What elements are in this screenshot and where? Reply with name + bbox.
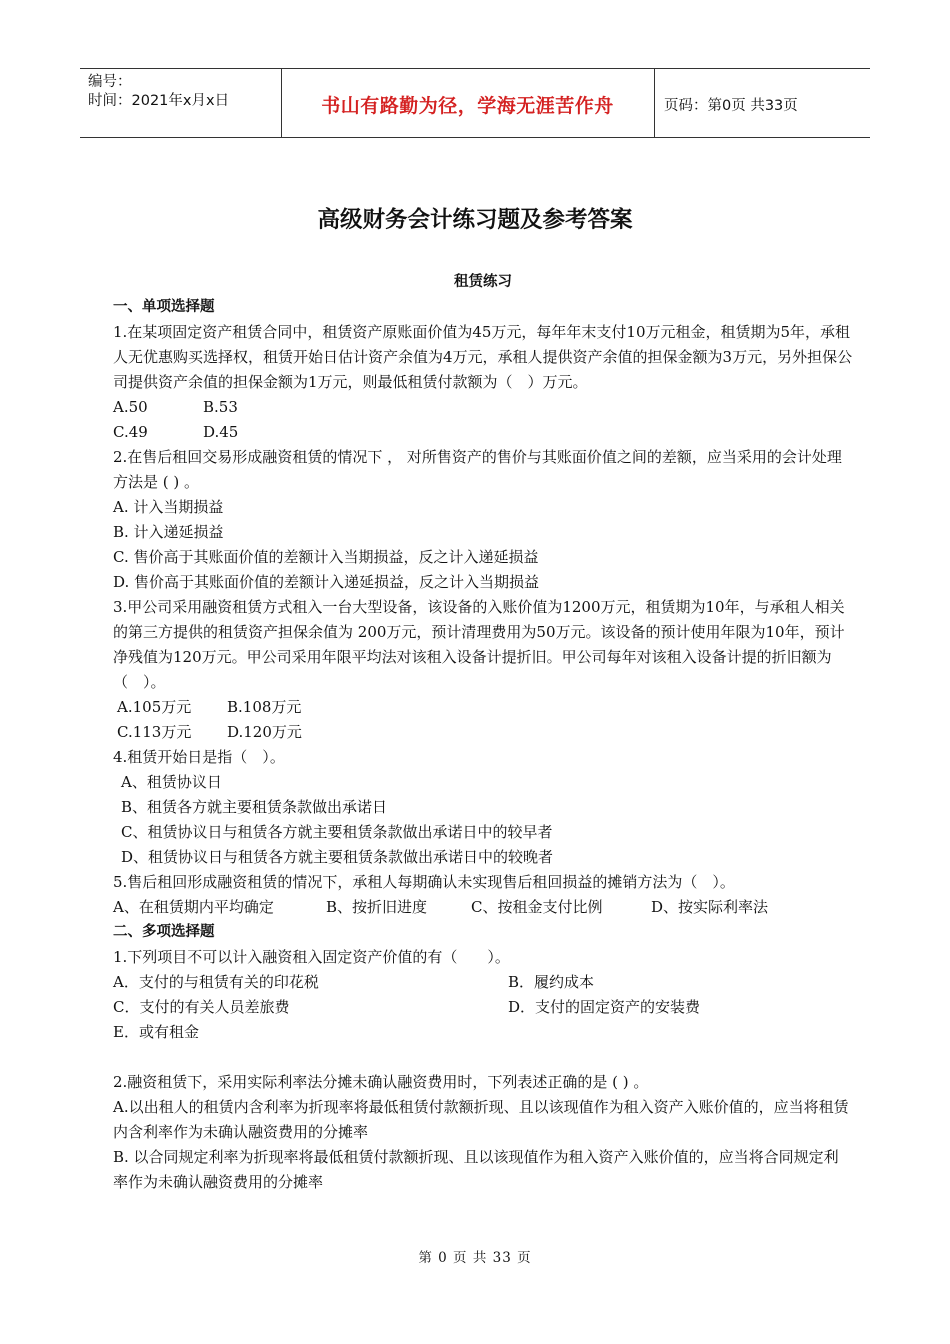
time-label: 时间：2021年x月x日 [88, 93, 230, 109]
header-divider [654, 69, 655, 137]
option: D. 售价高于其账面价值的差额计入递延损益，反之计入当期损益 [113, 573, 540, 591]
option: D．支付的固定资产的安装费 [508, 998, 701, 1016]
page-header [80, 68, 870, 138]
options-row [113, 995, 853, 1020]
option: A.以出租人的租赁内含利率为折现率将最低租赁付款额折现、且以该现值作为租入资产入账价值的，应当将租赁内含利率作为未确认融资费用的分摊率 [113, 1098, 849, 1141]
options-row [113, 720, 853, 745]
question-text: 1.下列项目不可以计入融资租入固定资产价值的有（ ）。 [113, 948, 510, 966]
spacer [113, 1045, 853, 1070]
option: D、租赁协议日与租赁各方就主要租赁条款做出承诺日中的较晚者 [121, 848, 554, 866]
option: C．支付的有关人员差旅费 [113, 998, 290, 1016]
option: C. 售价高于其账面价值的差额计入当期损益，反之计入递延损益 [113, 548, 539, 566]
options-row [113, 695, 853, 720]
option: B.53 [203, 398, 238, 416]
page-footer: 第 0 页 共 33 页 [418, 1250, 532, 1266]
option: A、租赁协议日 [121, 773, 222, 791]
header-page-info: 页码：第0页 共33页 [664, 98, 798, 114]
option: E．或有租金 [113, 1023, 199, 1041]
option: A.50 [113, 398, 148, 416]
option: B. 计入递延损益 [113, 523, 224, 541]
option: C、租赁协议日与租赁各方就主要租赁条款做出承诺日中的较早者 [121, 823, 553, 841]
question-text: 1.在某项固定资产租赁合同中，租赁资产原账面价值为45万元，每年年末支付10万元租金，租赁期为5年，承租人无优惠购买选择权，租赁开始日估计资产余值为4万元，承租人提供资产余值的担保金额为3万元，另外担保公司提供资产余值的担保金额为1万元，则最低租赁付款额为（ ）万元。 [113, 323, 853, 391]
question-text: 2.在售后租回交易形成融资租赁的情况下 ， 对所售资产的售价与其账面价值之间的差额，应当采用的会计处理方法是 ( ) 。 [113, 448, 842, 491]
option: C.49 [113, 423, 148, 441]
header-meta [88, 73, 278, 111]
option: A. 计入当期损益 [113, 498, 224, 516]
number-label: 编号： [88, 74, 132, 90]
section-heading-single-choice: 一、单项选择题 [113, 299, 215, 315]
options-row [113, 895, 853, 920]
option: C.113万元 [117, 723, 192, 741]
question-text: 4.租赁开始日是指（ ）。 [113, 748, 285, 766]
section-heading-multiple-choice: 二、多项选择题 [113, 924, 215, 940]
option: D、按实际利率法 [651, 898, 769, 916]
option: A、在租赁期内平均确定 [113, 898, 274, 916]
option: B. 以合同规定利率为折现率将最低租赁付款额折现、且以该现值作为租入资产入账价值的，应当将合同规定利率作为未确认融资费用的分摊率 [113, 1148, 839, 1191]
option: D.45 [203, 423, 239, 441]
option: C、按租金支付比例 [471, 898, 603, 916]
options-row [113, 395, 853, 420]
option: A.105万元 [117, 698, 192, 716]
option: B、按折旧进度 [326, 898, 428, 916]
question-text: 2.融资租赁下，采用实际利率法分摊未确认融资费用时，下列表述正确的是 ( ) 。 [113, 1073, 649, 1091]
document-title: 高级财务会计练习题及参考答案 [317, 207, 633, 233]
option: B．履约成本 [508, 973, 595, 991]
header-motto: 书山有路勤为径，学海无涯苦作舟 [321, 95, 614, 117]
subtitle: 租赁练习 [454, 274, 512, 290]
question-text: 3.甲公司采用融资租赁方式租入一台大型设备，该设备的入账价值为1200万元，租赁期为10年，与承租人相关的第三方提供的租赁资产担保余值为 200万元，预计清理费用为50万元。该设备的预计使用年限为10年，预计净残值为120万元。甲公司采用年限平均法对该租入设备计提折旧。甲公司每年对该租入设备计提的折旧额为（ ）。 [113, 598, 845, 691]
option: A．支付的与租赁有关的印花税 [113, 973, 319, 991]
options-row [113, 970, 853, 995]
question-text: 5.售后租回形成融资租赁的情况下，承租人每期确认未实现售后租回损益的摊销方法为（ ）。 [113, 873, 735, 891]
option: B、租赁各方就主要租赁条款做出承诺日 [121, 798, 388, 816]
option: B.108万元 [227, 698, 302, 716]
option: D.120万元 [227, 723, 302, 741]
options-row [113, 420, 853, 445]
document-body [113, 270, 853, 1195]
